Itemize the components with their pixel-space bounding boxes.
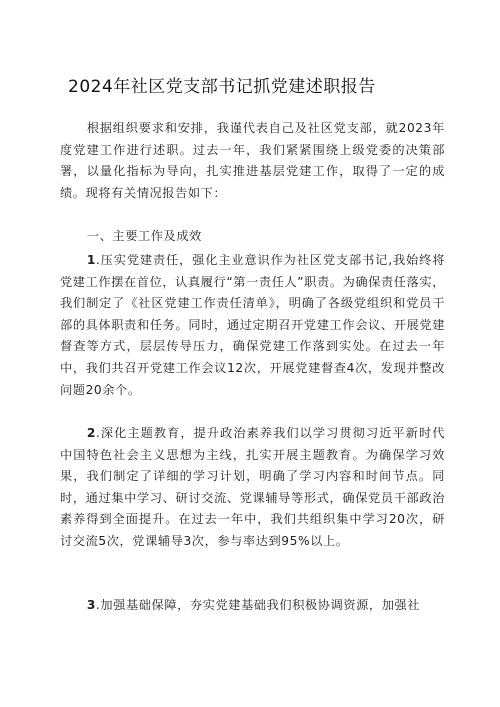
- item-number: 2: [86, 426, 96, 440]
- section-heading: 一、主要工作及成效: [86, 229, 202, 243]
- item-paragraph-3: [60, 595, 445, 617]
- item-text: .压实党建责任，强化主业意识作为社区党支部书记,我始终将党建工作摆在首位，认真履行“第一责任人”职责。为确保责任落实，我们制定了《社区党建工作责任清单》，明确了各级党组织和党员干部的具体职责和任务。同时，通过定期召开党建工作会议、开展党建督查等方式，层层传导压力，确保党建工作落到实处。在过去一年中，我们共召开党建工作会议12次，开展党建督查4次，发现并整改问题20余个。: [60, 253, 445, 397]
- item-text: .深化主题教育，提升政治素养我们以学习贯彻习近平新时代中国特色社会主义思想为主线，扎实开展主题教育。为确保学习效果，我们制定了详细的学习计划，明确了学习内容和时间节点。同时，通过集中学习、研讨交流、党课辅导等形式，确保党员干部政治素养得到全面提升。在过去一年中，我们共组织集中学习20次，研讨交流5次，党课辅导3次，参与率达到95%以上。: [60, 426, 445, 548]
- item-text: .加强基础保障，夯实党建基础我们积极协调资源，加强社: [95, 598, 421, 612]
- item-paragraph-1: [60, 250, 445, 401]
- item-number: 1: [86, 253, 96, 267]
- item-number: 3: [86, 598, 96, 612]
- intro-paragraph: 根据组织要求和安排，我谨代表自己及社区党支部，就2023年度党建工作进行述职。过去一年，我们紧紧围绕上级党委的决策部署，以量化指标为导向，扎实推进基层党建工作，取得了一定的成绩。现将有关情况报告如下：: [60, 121, 445, 200]
- document-title: 2024年社区党支部书记抓党建述职报告: [68, 77, 376, 97]
- item-paragraph-2: [60, 423, 445, 553]
